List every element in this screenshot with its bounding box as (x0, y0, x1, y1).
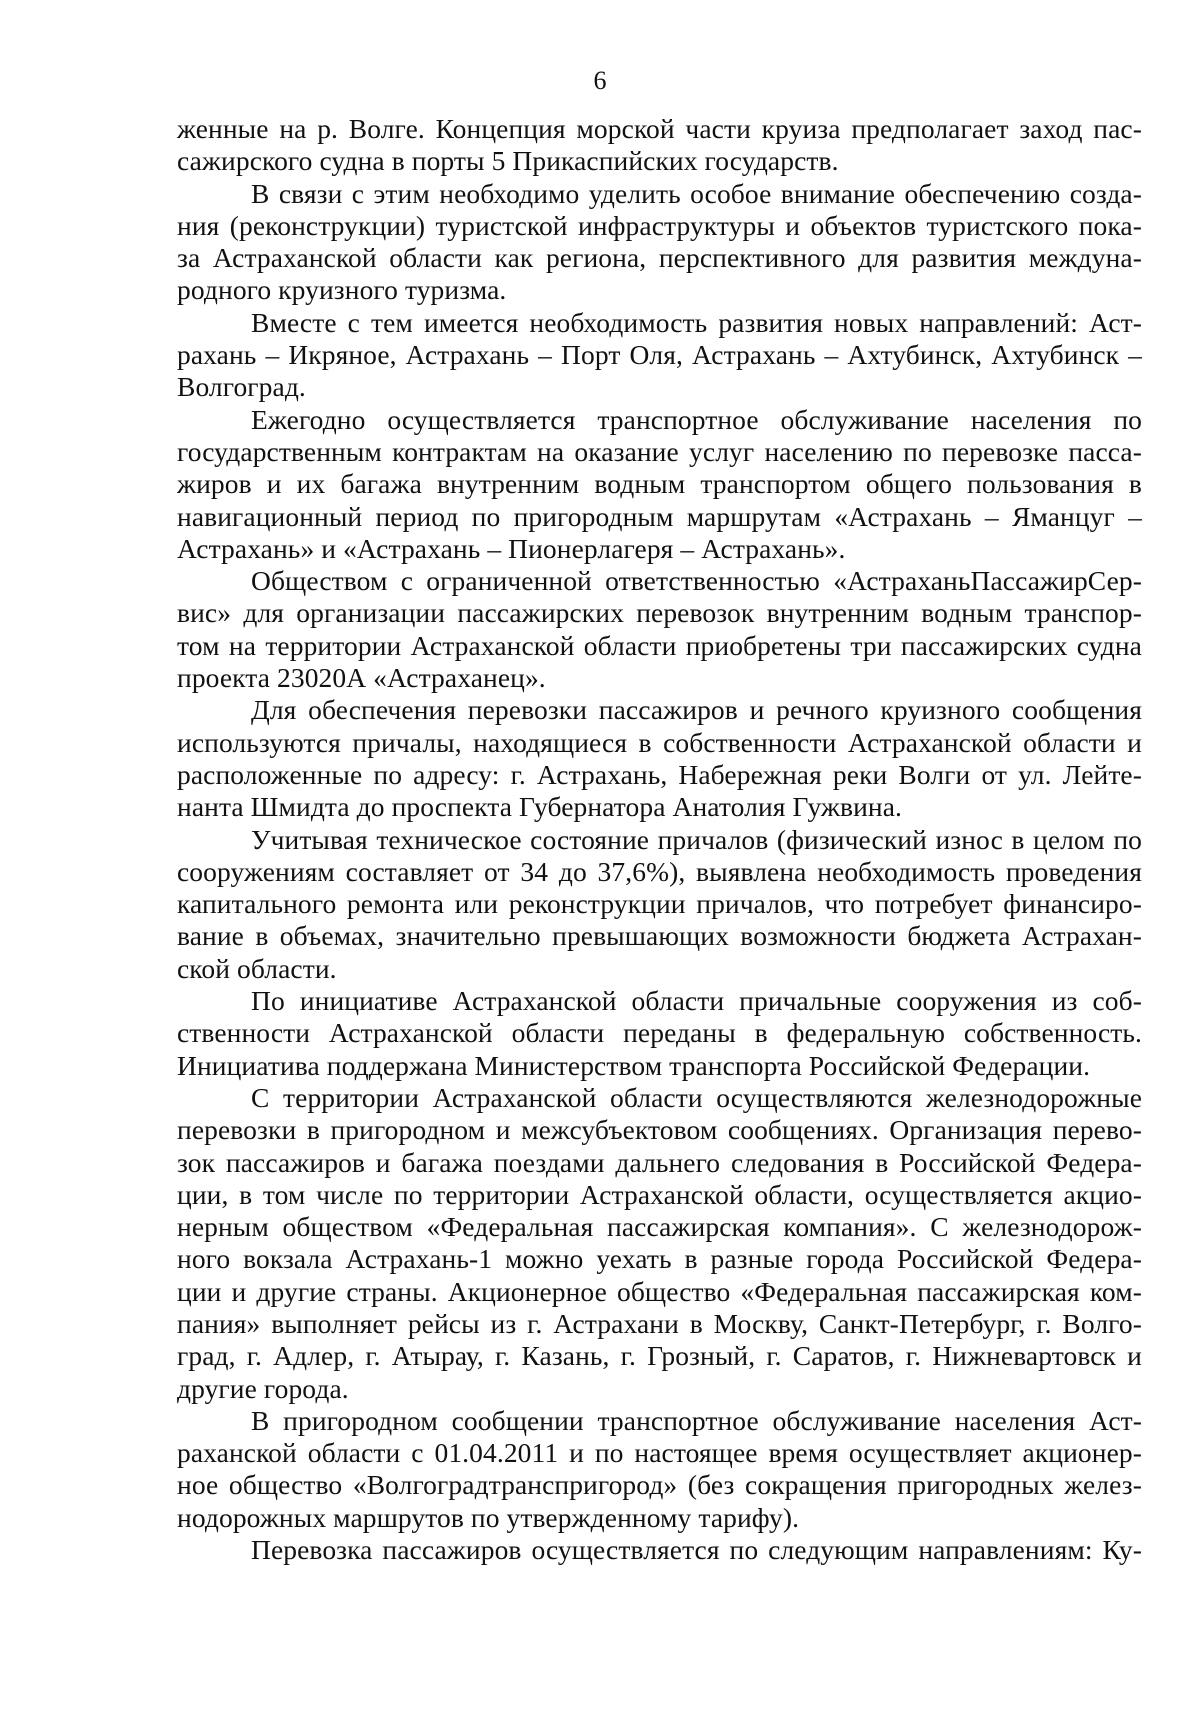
text-line: Волгоград. (177, 371, 306, 403)
text-line: зок пассажиров и багажа поездами дальнего следования в Российской Федера- (177, 1146, 1142, 1178)
paragraph (177, 307, 1142, 404)
paragraph (177, 985, 1142, 1082)
document-body (177, 113, 1142, 1566)
text-line: ственности Астраханской области переданы в федеральную собственность. (177, 1017, 1142, 1049)
text-line: другие города. (177, 1372, 349, 1404)
text-line: навигационный период по пригородным маршрутам «Астрахань – Яманцуг – (177, 500, 1142, 532)
text-line: сооружениям составляет от 34 до 37,6%), выявлена необходимость проведения (177, 855, 1142, 887)
text-line: проекта 23020А «Астраханец». (177, 662, 546, 694)
text-line: за Астраханской области как региона, перспективного для развития междуна- (177, 242, 1142, 274)
paragraph (177, 1534, 1142, 1566)
text-line: Ежегодно осуществляется транспортное обслуживание населения по (251, 403, 1142, 435)
text-line: Обществом с ограниченной ответственностью «АстраханьПассажирСер- (251, 565, 1142, 597)
text-line: Астрахань» и «Астрахань – Пионерлагеря – Астрахань». (177, 532, 846, 564)
paragraph (177, 1405, 1142, 1534)
text-line: ции, в том числе по территории Астраханской области, осуществляется акцио- (177, 1178, 1142, 1210)
text-line: используются причалы, находящиеся в собственности Астраханской области и (177, 726, 1142, 758)
text-line: рахань – Икряное, Астрахань – Порт Оля, Астрахань – Ахтубинск, Ахтубинск – (177, 339, 1142, 371)
text-line: Инициатива поддержана Министерством транспорта Российской Федерации. (177, 1049, 1091, 1081)
text-line: раханской области с 01.04.2011 и по настоящее время осуществляет акционер- (177, 1437, 1142, 1469)
paragraph (177, 565, 1142, 694)
text-line: В связи с этим необходимо уделить особое внимание обеспечению созда- (251, 177, 1142, 209)
text-line: расположенные по адресу: г. Астрахань, Набережная реки Волги от ул. Лейте- (177, 758, 1142, 790)
text-line: В пригородном сообщении транспортное обслуживание населения Аст- (251, 1404, 1142, 1436)
paragraph (177, 824, 1142, 985)
text-line: нодорожных маршрутов по утвержденному тарифу). (177, 1501, 800, 1533)
text-line: Перевозка пассажиров осуществляется по следующим направлениям: Ку- (251, 1534, 1142, 1566)
text-line: родного круизного туризма. (177, 274, 507, 306)
text-line: капитального ремонта или реконструкции причалов, что потребует финансиро- (177, 888, 1142, 920)
text-line: С территории Астраханской области осуществляются железнодорожные (251, 1081, 1142, 1113)
text-line: государственным контрактам на оказание услуг населению по перевозке пасса- (177, 435, 1142, 467)
text-line: нерным обществом «Федеральная пассажирская компания». С железнодорож- (177, 1211, 1142, 1243)
text-line: По инициативе Астраханской области причальные сооружения из соб- (251, 985, 1142, 1017)
text-line: пания» выполняет рейсы из г. Астрахани в Москву, Санкт-Петербург, г. Волго- (177, 1307, 1142, 1339)
text-line: том на территории Астраханской области приобретены три пассажирских судна (177, 629, 1142, 661)
paragraph (177, 178, 1142, 307)
text-line: ния (реконструкции) туристской инфраструктуры и объектов туристского пока- (177, 209, 1142, 241)
text-line: перевозки в пригородном и межсубъектовом сообщениях. Организация перево- (177, 1114, 1142, 1146)
paragraph (177, 404, 1142, 565)
text-line: Учитывая техническое состояние причалов (физический износ в целом по (251, 823, 1142, 855)
text-line: сажирского судна в порты 5 Прикаспийских государств. (177, 145, 839, 177)
text-line: Вместе с тем имеется необходимость развития новых направлений: Аст- (251, 306, 1142, 338)
text-line: жиров и их багажа внутренним водным транспортом общего пользования в (177, 468, 1142, 500)
text-line: вание в объемах, значительно превышающих возможности бюджета Астрахан- (177, 920, 1142, 952)
text-line: женные на р. Волге. Концепция морской части круиза предполагает заход пас- (177, 113, 1142, 144)
text-line: град, г. Адлер, г. Атырау, г. Казань, г. Грозный, г. Саратов, г. Нижневартовск и (177, 1340, 1142, 1372)
paragraph (177, 694, 1142, 823)
text-line: ской области. (177, 952, 337, 984)
paragraph (177, 113, 1142, 178)
text-line: Для обеспечения перевозки пассажиров и речного круизного сообщения (251, 694, 1142, 726)
text-line: ции и другие страны. Акционерное общество «Федеральная пассажирская ком- (177, 1275, 1142, 1307)
text-line: ное общество «Волгоградтранспригород» (без сокращения пригородных желез- (177, 1469, 1142, 1501)
text-line: нанта Шмидта до проспекта Губернатора Анатолия Гужвина. (177, 791, 903, 823)
text-line: ного вокзала Астрахань-1 можно уехать в разные города Российской Федера- (177, 1243, 1142, 1275)
page-number: 6 (593, 66, 607, 95)
paragraph (177, 1082, 1142, 1405)
text-line: вис» для организации пассажирских перевозок внутренним водным транспор- (177, 597, 1142, 629)
